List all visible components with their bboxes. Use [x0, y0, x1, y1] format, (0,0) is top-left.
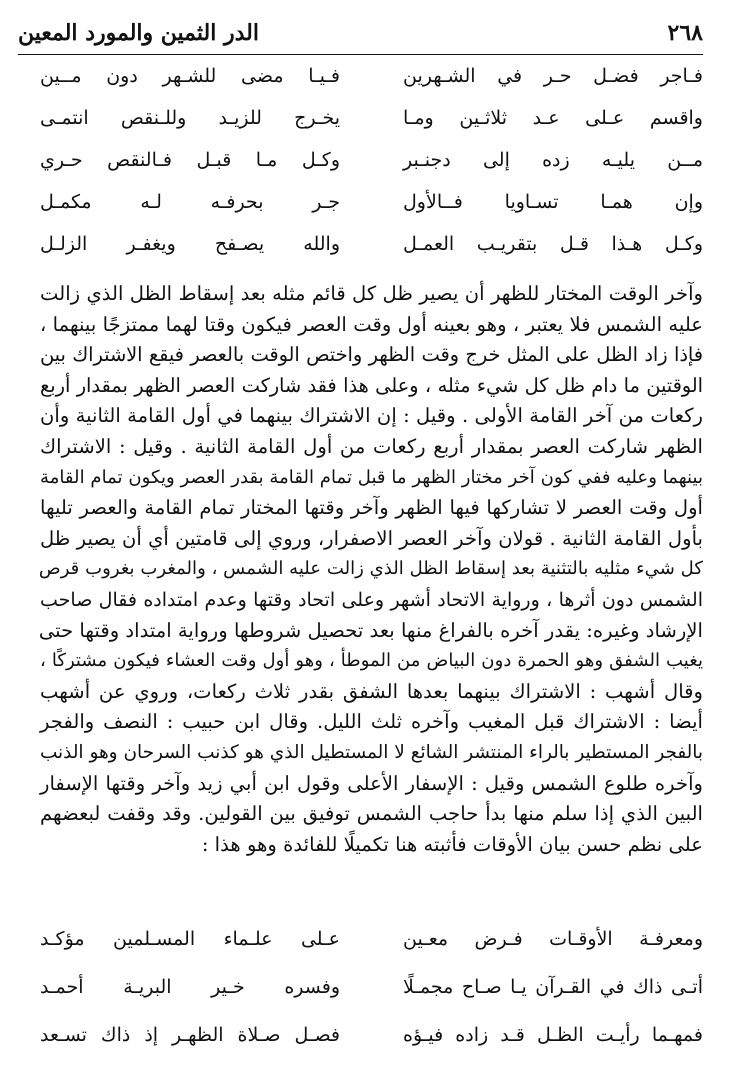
prose-line: وآخره طلوع الشمس وقيل : الإسفار الأعلى وقول ابن أبي زيد وآخر وقتها الإسفار	[40, 771, 703, 795]
verse-first-hemistich: ومعرفـة الأوقـات فـرض معـين	[403, 928, 703, 950]
verse-second-hemistich: وفسره خـير البريـة أحمـد	[40, 976, 340, 998]
poem-top	[40, 55, 703, 265]
prose-line: وقال أشهب : الاشتراك بينهما بعدها الشفق بقدر ثلاث ركعات، وروي عن أشهب	[40, 679, 703, 703]
page-header	[18, 10, 703, 55]
prose-line: البين الذي إذا سلم منها بدأ حاجب الشمس توفيق بين القولين. وقد وقفت لبعضهم	[40, 802, 703, 826]
verse-first-hemistich: وإن همـا تسـاويا فــالأول	[403, 191, 703, 213]
prose-line: أول وقت العصر لا تشاركها فيها الظهر وآخر وقتها المختار تمام القامة والعصر تليها	[40, 496, 703, 520]
verse-second-hemistich: يخـرج للزيـد وللـنقص انتمـى	[40, 107, 340, 129]
verse-first-hemistich: واقسم عـلى عـد ثلاثـين ومـا	[403, 107, 703, 129]
verse-first-hemistich: مــن يليـه زده إلى دجنـبر	[403, 149, 703, 171]
page-number: ٢٦٨	[667, 20, 703, 46]
verse-line	[40, 139, 703, 181]
verse-second-hemistich: جـر بحرفـه لـه مكمـل	[40, 191, 340, 213]
verse-second-hemistich: فصـل صـلاة الظهـر إذ ذاك تسـعد	[40, 1024, 340, 1046]
verse-second-hemistich: والله يصـفح ويغفـر الزلـل	[40, 233, 340, 255]
prose-line: الظهر شاركت العصر بمقدار أربع ركعات من أول القامة الثانية . وقيل : الاشتراك	[40, 434, 703, 458]
verse-second-hemistich: عـلى علـماء المسـلمين مؤكـد	[40, 928, 340, 950]
prose-line: فإذا زاد الظل على المثل خرج وقت الظهر واختص الوقت بالعصر فيقع الاشتراك بين	[40, 343, 703, 367]
prose-line: أيضا : الاشتراك قبل المغيب وآخره ثلث الليل. وقال ابن حبيب : النصف والفجر	[40, 710, 703, 734]
verse-first-hemistich: فمهـما رأيـت الظـل قـد زاده فيـؤه	[403, 1024, 703, 1046]
verse-line	[40, 181, 703, 223]
verse-line	[40, 963, 703, 1011]
prose-line: على نظم حسن بيان الأوقات فأثبته هنا تكميلًا للفائدة وهو هذا :	[201, 832, 703, 856]
prose-line: بينهما وعليه ففي كون آخر مختار الظهر ما قبل تمام القامة بقدر العصر ويكون تمام القامة	[40, 466, 703, 488]
prose-line: عليه الشمس فلا يعتبر ، وهو بعينه أول وقت العصر فيكون وقتا لهما ممتزجًا بينهما ،	[40, 312, 703, 336]
prose-line: يغيب الشفق وهو الحمرة دون البياض من الموطأ ، وهو أول وقت العشاء فيكون مشتركًا ،	[40, 650, 703, 672]
prose-line: بالفجر المستطير بالراء المنتشر الشائع لا المستطيل الذي هو كذنب السرحان وهو الذنب	[40, 741, 703, 763]
verse-first-hemistich: فـاجر فضـل حـر في الشـهرين	[403, 65, 703, 87]
verse-second-hemistich: فـيـا مضى للشـهر دون مــين	[40, 65, 340, 87]
prose-line: ركعات من آخر القامة الأولى . وقيل : إن الاشتراك بينهما في أول القامة الثانية وأن	[40, 404, 703, 428]
prose-line: وآخر الوقت المختار للظهر أن يصير ظل كل قائم مثله بعد إسقاط الظل الذي زالت	[40, 282, 703, 305]
poem-bottom	[40, 915, 703, 1059]
prose-line: بأول القامة الثانية . قولان وآخر العصر الاصفرار، وروي إلى قامتين أي أن يصير ظل	[39, 526, 703, 550]
verse-line	[40, 55, 703, 97]
verse-line	[40, 1011, 703, 1059]
prose-line: كل شيء مثليه بالتثنية بعد إسقاط الظل الذي زالت عليه الشمس ، والمغرب بغروب قرص	[38, 558, 703, 580]
prose-line: الشمس دون أثرها ، ورواية الاتحاد أشهر وعلى اتحاد وقتها وعدم امتداده فقال صاحب	[40, 588, 703, 611]
verse-second-hemistich: وكـل مـا قبـل فـالنقص حـري	[40, 149, 340, 171]
verse-line	[40, 223, 703, 265]
prose-body	[40, 279, 703, 860]
book-title: الدر الثمين والمورد المعين	[18, 20, 260, 46]
verse-first-hemistich: وكـل هـذا قـل بتقريـب العمـل	[403, 233, 703, 255]
verse-first-hemistich: أتـى ذاك في القـرآن يـا صـاح مجمـلًا	[403, 976, 703, 998]
prose-line: الإرشاد وغيره: يقدر آخره بالفراغ منها بعد تحصيل شروطها ورواية امتداد وقتها حتى	[38, 618, 703, 642]
prose-line: الوقتين ما دام ظل كل شيء مثله ، وعلى هذا فقد شاركت العصر الظهر بمقدار أربع	[40, 373, 703, 397]
verse-line	[40, 915, 703, 963]
verse-line	[40, 97, 703, 139]
